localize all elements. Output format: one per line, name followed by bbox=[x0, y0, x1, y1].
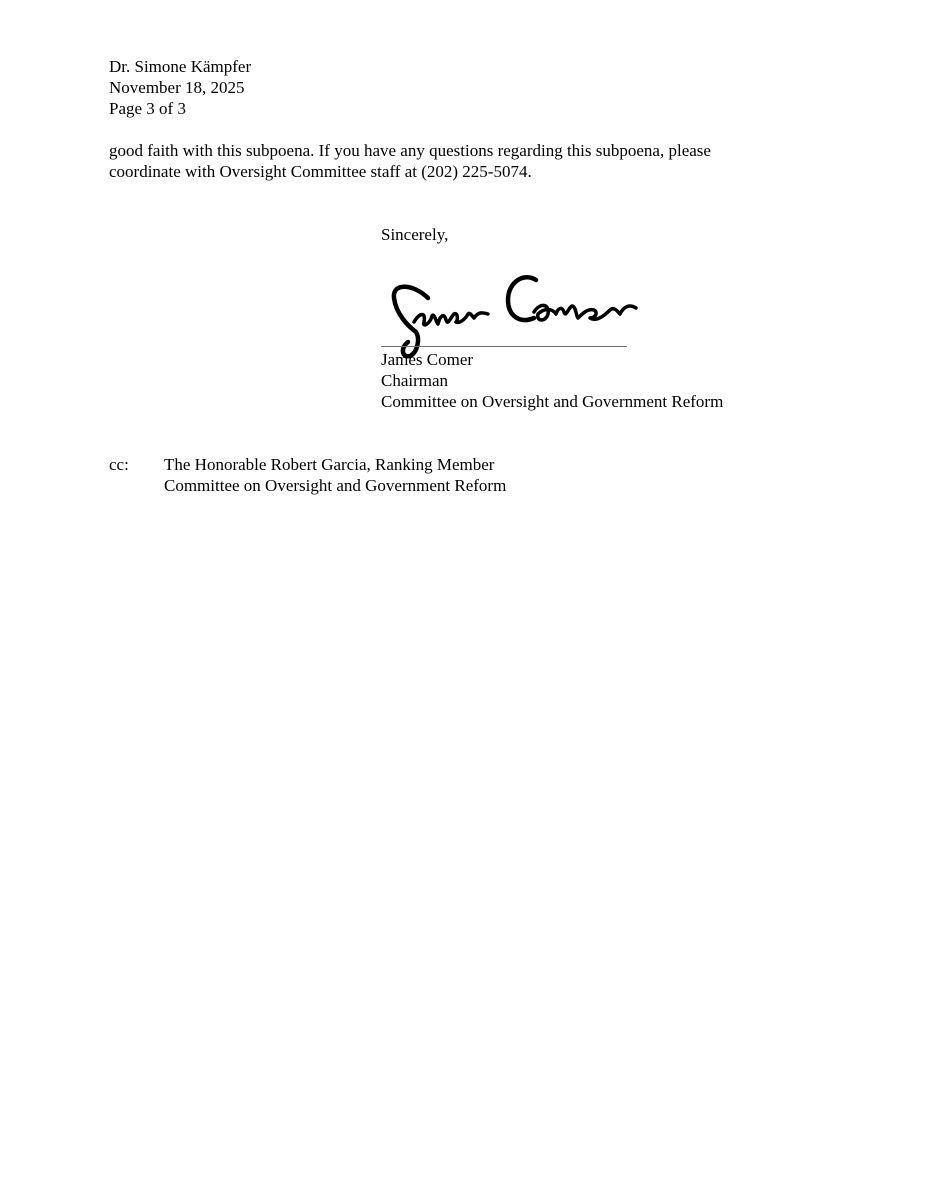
signer-committee: Committee on Oversight and Government Reform bbox=[381, 392, 724, 411]
recipient-name: Dr. Simone Kämpfer bbox=[109, 57, 252, 76]
signer-name: James Comer bbox=[381, 350, 474, 369]
cc-committee: Committee on Oversight and Government Reform bbox=[164, 476, 507, 495]
signer-title: Chairman bbox=[381, 371, 449, 390]
signature-line bbox=[381, 346, 627, 347]
letter-date: November 18, 2025 bbox=[109, 78, 245, 97]
page-number: Page 3 of 3 bbox=[109, 99, 186, 118]
cc-recipient: The Honorable Robert Garcia, Ranking Member bbox=[164, 455, 495, 474]
body-line-2: coordinate with Oversight Committee staff at (202) 225-5074. bbox=[109, 162, 532, 181]
closing-salutation: Sincerely, bbox=[381, 225, 449, 244]
cc-label: cc: bbox=[109, 455, 129, 474]
body-line-1: good faith with this subpoena. If you have any questions regarding this subpoena, please bbox=[109, 141, 711, 160]
